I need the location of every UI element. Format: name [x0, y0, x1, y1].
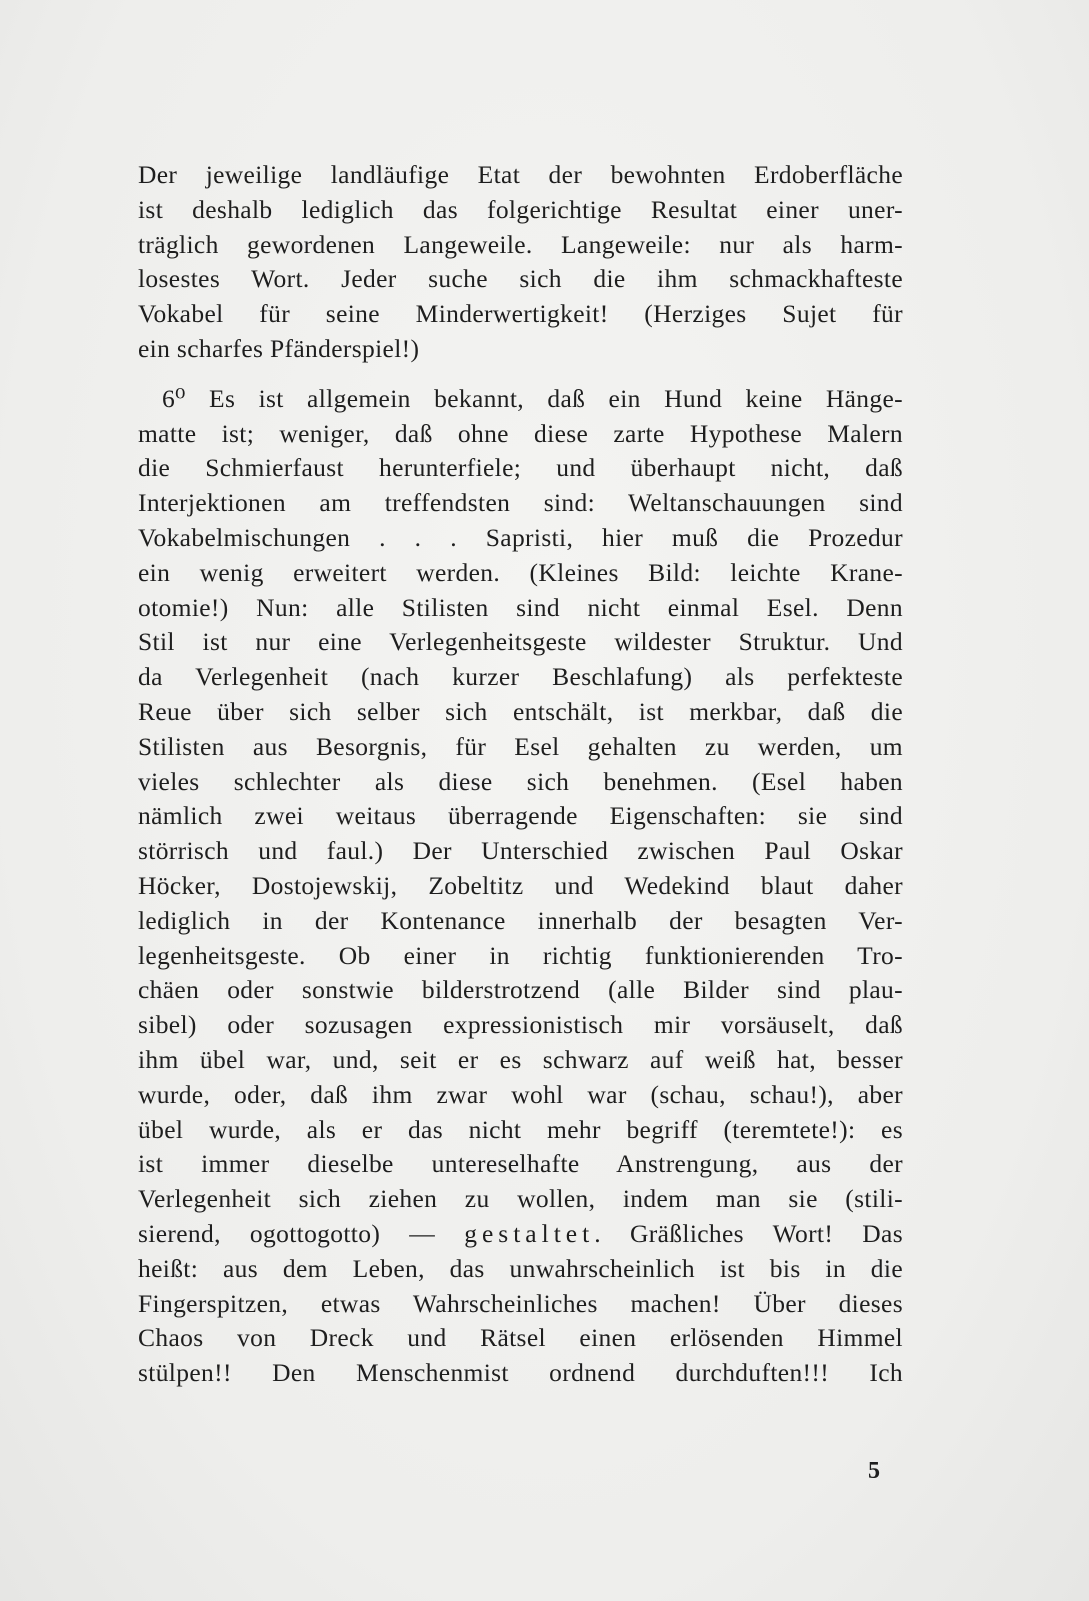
text-line: Stilisten aus Besorgnis, für Esel gehalten zu werden, um: [138, 731, 903, 761]
text-line: wurde, oder, daß ihm zwar wohl war (schau, schau!), aber: [138, 1079, 903, 1109]
text-line: lediglich in der Kontenance innerhalb der besagten Ver-: [138, 905, 903, 935]
line-segment: sierend, ogottogotto) —: [138, 1218, 465, 1248]
text-line: legenheitsgeste. Ob einer in richtig funktionierenden Tro-: [138, 940, 903, 970]
text-line: träglich gewordenen Langeweile. Langeweile: nur als harm-: [138, 229, 903, 259]
body-text: [138, 158, 903, 1391]
text-line: Fingerspitzen, etwas Wahrscheinliches machen! Über dieses: [138, 1288, 903, 1318]
text-line: matte ist; weniger, daß ohne diese zarte Hypothese Malern: [138, 418, 903, 448]
text-line: übel wurde, als er das nicht mehr begriff (teremtete!): es: [138, 1114, 903, 1144]
text-line: ihm übel war, und, seit er es schwarz auf weiß hat, besser: [138, 1044, 903, 1074]
text-line: Verlegenheit sich ziehen zu wollen, indem man sie (stili-: [138, 1184, 903, 1214]
text-line: ein wenig erweitert werden. (Kleines Bild: leichte Krane-: [138, 557, 903, 587]
text-line: störrisch und faul.) Der Unterschied zwischen Paul Oskar: [138, 836, 903, 866]
text-line: da Verlegenheit (nach kurzer Beschlafung) als perfekteste: [138, 662, 903, 692]
text-line: ist deshalb lediglich das folgerichtige Resultat einer uner-: [138, 194, 903, 224]
text-line: Interjektionen am treffendsten sind: Weltanschauungen sind: [138, 488, 903, 518]
text-line: nämlich zwei weitaus überragende Eigenschaften: sie sind: [138, 801, 903, 831]
text-line: Der jeweilige landläufige Etat der bewohnten Erdoberfläche: [138, 160, 903, 189]
text-line: stülpen!! Den Menschenmist ordnend durchduften!!! Ich: [138, 1358, 903, 1388]
text-line: chäen oder sonstwie bilderstrotzend (alle Bilder sind plau-: [138, 975, 903, 1005]
text-line: ein scharfes Pfänderspiel!): [138, 333, 420, 363]
spaced-emphasis: gestaltet: [464, 1218, 595, 1248]
page-number: 5: [868, 1458, 880, 1484]
text-line: Höcker, Dostojewskij, Zobeltitz und Wedekind blaut daher: [138, 870, 903, 900]
text-line: otomie!) Nun: alle Stilisten sind nicht einmal Esel. Denn: [138, 592, 903, 622]
text-line: ist immer dieselbe untereselhafte Anstrengung, aus der: [138, 1149, 903, 1179]
text-line: losestes Wort. Jeder suche sich die ihm schmackhafteste: [138, 264, 903, 294]
text-line: vieles schlechter als diese sich benehmen. (Esel haben: [138, 766, 903, 796]
text-line: Reue über sich selber sich entschält, ist merkbar, daß die: [138, 696, 903, 726]
line-segment: . Gräßliches Wort! Das: [594, 1218, 903, 1248]
text-line-gestaltet: [138, 1217, 903, 1252]
paragraph-1: [138, 158, 903, 367]
text-line: Vokabelmischungen . . . Sapristi, hier muß die Prozedur: [138, 522, 903, 552]
text-line: Stil ist nur eine Verlegenheitsgeste wildester Struktur. Und: [138, 627, 903, 657]
text-line: Chaos von Dreck und Rätsel einen erlösenden Himmel: [138, 1323, 903, 1353]
text-line: die Schmierfaust herunterfiele; und überhaupt nicht, daß: [138, 453, 903, 483]
paragraph-gap: [138, 367, 903, 382]
paragraph-2: [138, 382, 903, 1391]
text-line: heißt: aus dem Leben, das unwahrscheinlich ist bis in die: [138, 1253, 903, 1283]
text-line: sibel) oder sozusagen expressionistisch mir vorsäuselt, daß: [138, 1010, 903, 1040]
text-line: Vokabel für seine Minderwertigkeit! (Herziges Sujet für: [138, 299, 903, 329]
text-line: 6⁰ Es ist allgemein bekannt, daß ein Hund keine Hänge-: [162, 383, 903, 413]
